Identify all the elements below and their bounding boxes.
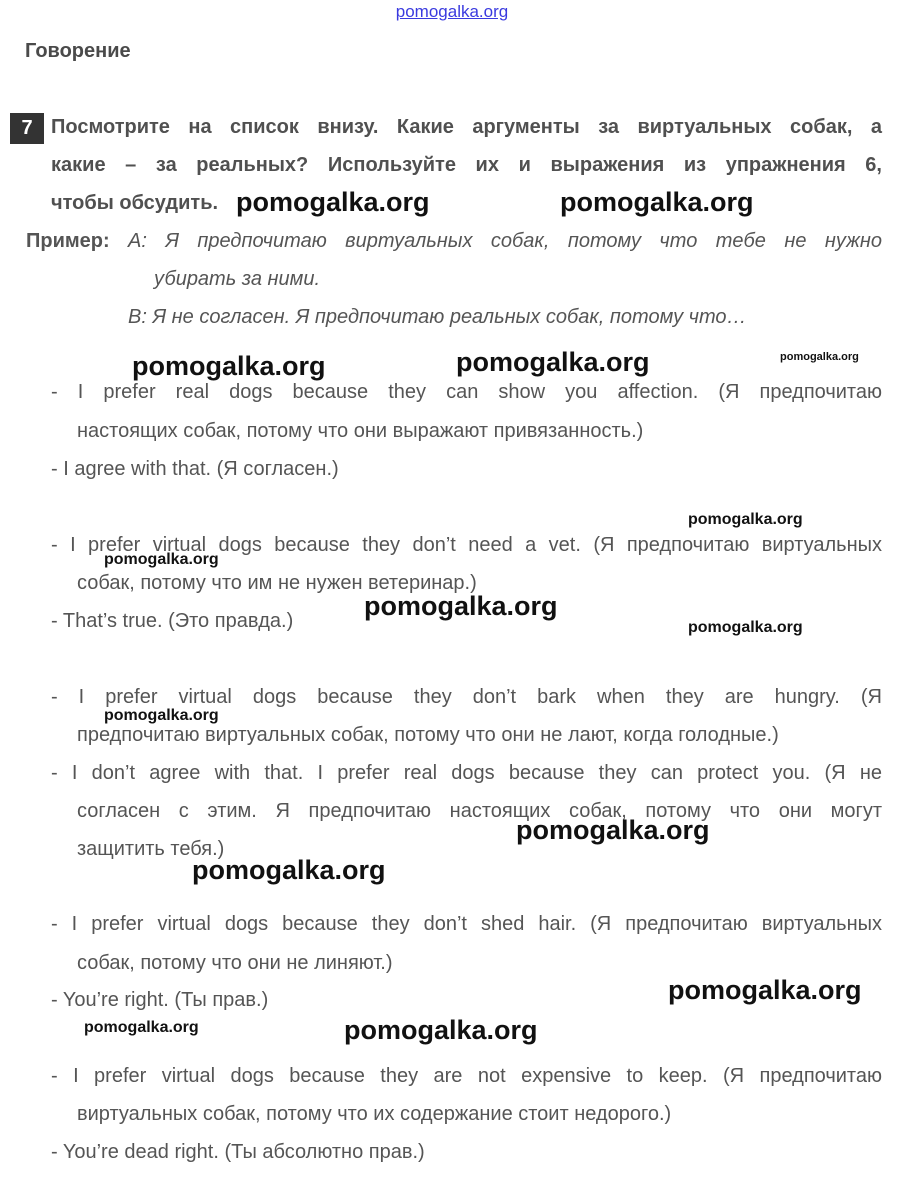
watermark: pomogalka.org [688,511,803,528]
dialogue-line: - I agree with that. (Я согласен.) [51,458,339,480]
watermark: pomogalka.org [780,351,859,363]
dialogue-line: - That’s true. (Это правда.) [51,610,294,632]
watermark: pomogalka.org [668,975,862,1005]
watermark: pomogalka.org [104,551,219,568]
task-number-badge: 7 [10,113,44,144]
dialogue-line: - You’re right. (Ты прав.) [51,989,269,1011]
watermark: pomogalka.org [364,591,558,621]
dialogue-line: - I prefer virtual dogs because they don’t need a vet. (Я предпочитаю виртуальных [51,534,882,556]
dialogue-line: предпочитаю виртуальных собак, потому что они не лают, когда голодные.) [77,724,779,746]
task-instruction-line: Посмотрите на список внизу. Какие аргументы за виртуальных собак, а [51,116,882,138]
dialogue-line: - I prefer virtual dogs because they don’t bark when they are hungry. (Я [51,686,882,708]
dialogue-line: - I prefer virtual dogs because they are not expensive to keep. (Я предпочитаю [51,1065,882,1087]
watermark: pomogalka.org [344,1015,538,1045]
dialogue-line: согласен с этим. Я предпочитаю настоящих собак, потому что они могут [77,800,882,822]
dialogue-line: настоящих собак, потому что они выражают привязанность.) [77,420,644,442]
example-label: Пример: [26,230,110,252]
example-line: В: Я не согласен. Я предпочитаю реальных собак, потому что… [128,306,747,328]
dialogue-line: собак, потому что им не нужен ветеринар.) [77,572,477,594]
section-title: Говорение [25,40,131,62]
watermark: pomogalka.org [516,815,710,845]
dialogue-line: - I prefer real dogs because they can show you affection. (Я предпочитаю [51,381,882,403]
dialogue-line: - You’re dead right. (Ты абсолютно прав.) [51,1141,425,1163]
dialogue-line: собак, потому что они не линяют.) [77,952,393,974]
watermark: pomogalka.org [688,619,803,636]
task-instruction-line: чтобы обсудить. [51,192,219,214]
watermark: pomogalka.org [560,187,754,217]
dialogue-line: виртуальных собак, потому что их содержание стоит недорого.) [77,1103,672,1125]
watermark: pomogalka.org [104,707,219,724]
dialogue-line: - I prefer virtual dogs because they don’t shed hair. (Я предпочитаю виртуальных [51,913,882,935]
example-line: А: Я предпочитаю виртуальных собак, потому что тебе не нужно [128,230,882,252]
watermark: pomogalka.org [192,855,386,885]
dialogue-line: - I don’t agree with that. I prefer real dogs because they can protect you. (Я не [51,762,882,784]
watermark: pomogalka.org [84,1019,199,1036]
dialogue-line: защитить тебя.) [77,838,225,860]
task-instruction-line: какие – за реальных? Используйте их и выражения из упражнения 6, [51,154,882,176]
watermark: pomogalka.org [132,351,326,381]
example-line: убирать за ними. [154,268,321,290]
site-link[interactable]: pomogalka.org [395,2,509,21]
watermark: pomogalka.org [236,187,430,217]
watermark: pomogalka.org [456,347,650,377]
